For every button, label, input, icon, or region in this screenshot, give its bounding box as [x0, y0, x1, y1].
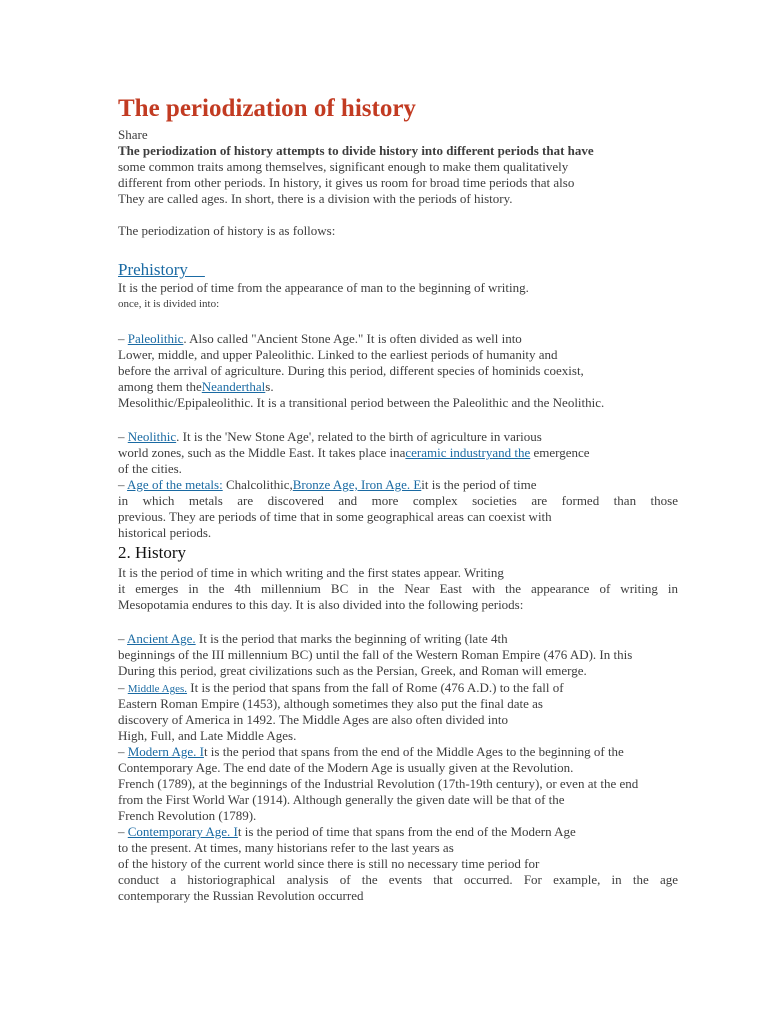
paleolithic-line-2: Lower, middle, and upper Paleolithic. Linked to the earliest periods of humanity and [118, 347, 558, 362]
neolithic-link[interactable]: Neolithic [127, 429, 177, 444]
dash: – [118, 477, 128, 492]
dash: – [118, 631, 128, 646]
mesolithic-line: Mesolithic/Epipaleolithic. It is a transitional period between the Paleolithic and the Neolithic. [118, 395, 605, 410]
history-line-3: Mesopotamia endures to this day. It is also divided into the following periods: [118, 597, 524, 612]
dash: – [118, 331, 128, 346]
metals-text: Chalcolithic, [222, 477, 293, 492]
metals-text: it is the period of time [421, 477, 537, 492]
paleolithic-link[interactable]: Paleolithic [127, 331, 184, 346]
intro-line-3: different from other periods. In history, it gives us room for broad time periods that also [118, 175, 575, 190]
share-link[interactable]: Share [118, 127, 148, 142]
neolithic-text: world zones, such as the Middle East. It takes place ina [118, 445, 406, 460]
contemporary-age-line-5: contemporary the Russian Revolution occurred [118, 888, 364, 903]
contemporary-age-line-4: conduct a historiographical analysis of the events that occurred. For example, in the age [118, 872, 678, 887]
dash: – [118, 824, 128, 839]
neolithic-line-3: of the cities. [118, 461, 182, 476]
contemporary-age-line-3: of the history of the current world since there is still no necessary time period for [118, 856, 540, 871]
middle-ages-link[interactable]: Middle Ages. [127, 683, 188, 695]
paleolithic-line-1 [118, 331, 522, 347]
paleolithic-line-4 [118, 379, 274, 395]
modern-age-line-5: French Revolution (1789). [118, 808, 257, 823]
modern-age-line-1 [118, 744, 624, 760]
metals-line-4: historical periods. [118, 525, 212, 540]
age-of-metals-link[interactable]: Age of the metals: [127, 477, 223, 492]
paleolithic-line-3: before the arrival of agriculture. During this period, different species of hominids coexist, [118, 363, 584, 378]
metals-line-1 [118, 477, 536, 493]
dash: – [118, 744, 128, 759]
dash: – [118, 429, 128, 444]
intro-line-2: some common traits among themselves, significant enough to make them qualitatively [118, 159, 569, 174]
middle-ages-line-3: discovery of America in 1492. The Middle Ages are also often divided into [118, 712, 509, 727]
ancient-age-line-3: During this period, great civilizations such as the Persian, Greek, and Roman will emerge. [118, 663, 587, 678]
intro-line-4: They are called ages. In short, there is a division with the periods of history. [118, 191, 513, 206]
intro-line-1: The periodization of history attempts to divide history into different periods that have [118, 143, 594, 158]
middle-ages-line-2: Eastern Roman Empire (1453), although sometimes they also put the final date as [118, 696, 543, 711]
history-line-2: it emerges in the 4th millennium BC in the Near East with the appearance of writing in [118, 581, 678, 596]
metals-line-2: in which metals are discovered and more complex societies are formed than those [118, 493, 678, 508]
paleolithic-text: among them the [118, 379, 202, 394]
contemporary-age-line-1 [118, 824, 576, 840]
ancient-age-text: It is the period that marks the beginning of writing (late 4th [195, 631, 508, 646]
prehistory-heading-link[interactable]: Prehistory [118, 260, 205, 279]
metals-line-3: previous. They are periods of time that in some geographical areas can coexist with [118, 509, 552, 524]
ceramic-industry-label: ceramic industry [405, 445, 493, 460]
dash: – [118, 680, 128, 695]
ceramic-industry-and-the: and the [492, 445, 531, 460]
modern-age-line-4: from the First World War (1914). Although generally the given date will be that of the [118, 792, 565, 807]
middle-ages-line-4: High, Full, and Late Middle Ages. [118, 728, 297, 743]
ancient-age-line-2: beginnings of the III millennium BC) until the fall of the Western Roman Empire (476 AD). In this [118, 647, 633, 662]
middle-ages-text: It is the period that spans from the fall of Rome (476 A.D.) to the fall of [187, 680, 564, 695]
page-title: The periodization of history [118, 95, 416, 122]
modern-age-link[interactable]: Modern Age. I [127, 744, 204, 759]
history-heading: 2. History [118, 543, 186, 562]
ancient-age-line-1 [118, 631, 508, 647]
modern-age-line-2: Contemporary Age. The end date of the Modern Age is usually given at the Revolution. [118, 760, 574, 775]
prehistory-line-1: It is the period of time from the appearance of man to the beginning of writing. [118, 280, 529, 295]
middle-ages-line-1 [118, 680, 564, 697]
neolithic-line-2 [118, 445, 590, 461]
neolithic-line-1 [118, 429, 542, 445]
paleolithic-text: s. [265, 379, 274, 394]
bronze-iron-age-link[interactable]: Bronze Age, Iron Age. E [292, 477, 422, 492]
history-line-1: It is the period of time in which writing and the first states appear. Writing [118, 565, 504, 580]
modern-age-line-3: French (1789), at the beginnings of the Industrial Revolution (17th-19th century), or even at the end [118, 776, 639, 791]
neanderthal-link[interactable]: Neanderthal [201, 379, 266, 394]
contemporary-age-text: t is the period of time that spans from the end of the Modern Age [237, 824, 576, 839]
ceramic-industry-link[interactable] [405, 445, 530, 460]
neolithic-text: . It is the 'New Stone Age', related to the birth of agriculture in various [176, 429, 542, 444]
as-follows-text: The periodization of history is as follows: [118, 223, 336, 238]
contemporary-age-link[interactable]: Contemporary Age. I [127, 824, 238, 839]
contemporary-age-line-2: to the present. At times, many historians refer to the last years as [118, 840, 454, 855]
ancient-age-link[interactable]: Ancient Age. [127, 631, 196, 646]
neolithic-text: emergence [530, 445, 590, 460]
paleolithic-text: . Also called "Ancient Stone Age." It is often divided as well into [183, 331, 522, 346]
prehistory-line-2: once, it is divided into: [118, 298, 220, 310]
modern-age-text: t is the period that spans from the end of the Middle Ages to the beginning of the [203, 744, 624, 759]
